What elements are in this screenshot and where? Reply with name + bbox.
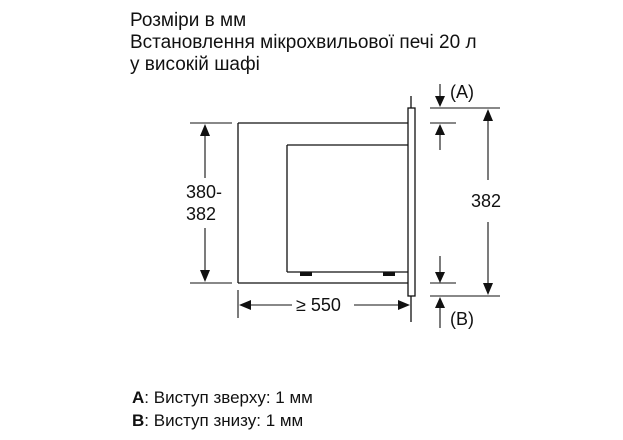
depth-label: ≥ 550 <box>296 295 341 315</box>
height-left-label-top: 380- <box>186 182 223 202</box>
title-line-installation: Встановлення мікрохвильової печі 20 л <box>130 32 477 53</box>
height-dimension-left <box>190 123 232 283</box>
height-left-label-bottom: 382 <box>186 204 217 224</box>
title-line-units: Розміри в мм <box>130 10 247 31</box>
cabinet-niche <box>238 123 413 283</box>
note-b-key: B <box>132 411 145 430</box>
label-a: (A) <box>450 82 474 102</box>
note-a <box>132 386 313 409</box>
note-a-key: A <box>132 388 145 407</box>
label-b: (B) <box>450 309 474 329</box>
title-line-cabinet: у високій шафі <box>130 54 260 75</box>
note-a-text: : Виступ зверху: 1 мм <box>144 388 313 407</box>
microwave-body <box>287 145 408 272</box>
note-b <box>132 409 313 432</box>
front-panel <box>408 96 415 322</box>
protrusion-notes <box>132 386 313 432</box>
height-right-label: 382 <box>471 191 502 211</box>
note-b-text: : Виступ знизу: 1 мм <box>144 411 304 430</box>
